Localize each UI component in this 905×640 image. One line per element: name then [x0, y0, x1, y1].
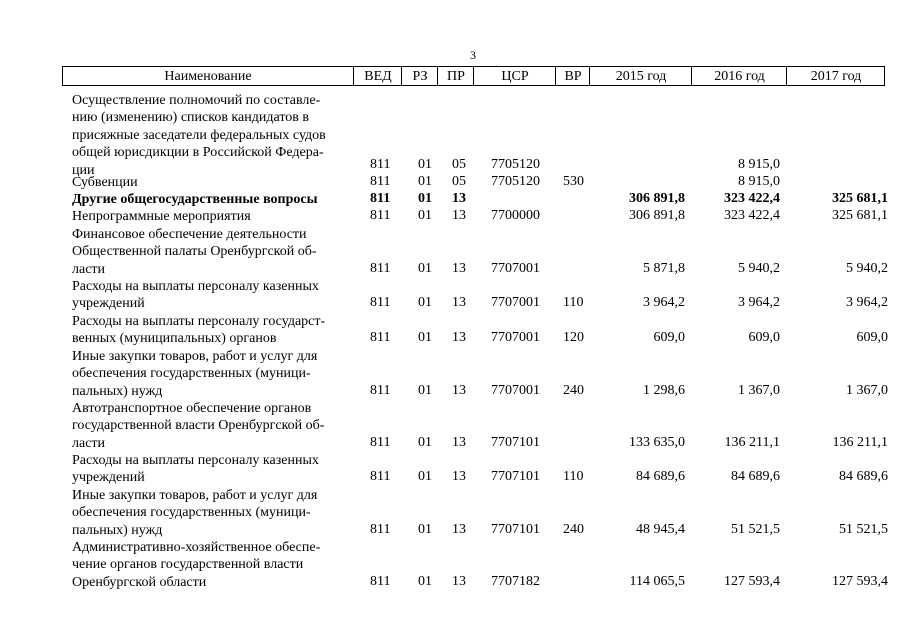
cell-y2017: 136 211,1: [832, 435, 888, 450]
cell-y2016: 1 367,0: [738, 383, 780, 398]
cell-pr: 13: [452, 383, 466, 398]
cell-y2015: 133 635,0: [629, 435, 685, 450]
cell-ved: 811: [370, 522, 391, 537]
cell-rz: 01: [418, 574, 432, 589]
cell-pr: 13: [452, 435, 466, 450]
cell-y2016: 127 593,4: [724, 574, 780, 589]
cell-rz: 01: [418, 174, 432, 189]
cell-pr: 13: [452, 261, 466, 276]
cell-pr: 13: [452, 522, 466, 537]
cell-pr: 13: [452, 208, 466, 223]
cell-y2017: 3 964,2: [846, 295, 888, 310]
cell-vr: 120: [563, 330, 584, 345]
cell-ved: 811: [370, 330, 391, 345]
cell-y2015: 5 871,8: [643, 261, 685, 276]
cell-ved: 811: [370, 191, 391, 206]
header-rz: РЗ: [401, 67, 438, 85]
cell-ved: 811: [370, 174, 391, 189]
row-name: Расходы на выплаты персоналу казенных учреждений: [72, 453, 319, 486]
cell-y2015: 114 065,5: [629, 574, 685, 589]
cell-rz: 01: [418, 191, 432, 206]
row-name: Субвенции: [72, 175, 138, 190]
cell-y2016: 323 422,4: [724, 208, 780, 223]
row-name: Финансовое обеспечение деятельности Общественной палаты Оренбургской об- ласти: [72, 227, 317, 277]
cell-y2017: 325 681,1: [832, 191, 888, 206]
cell-vr: 110: [563, 469, 584, 484]
cell-y2016: 323 422,4: [724, 191, 780, 206]
cell-y2017: 127 593,4: [832, 574, 888, 589]
cell-ved: 811: [370, 157, 391, 172]
cell-y2017: 5 940,2: [846, 261, 888, 276]
row-name: Непрограммные мероприятия: [72, 209, 251, 224]
cell-pr: 13: [452, 295, 466, 310]
header-name: Наименование: [164, 69, 252, 84]
cell-csr: 7707001: [491, 330, 540, 345]
cell-y2016: 5 940,2: [738, 261, 780, 276]
cell-csr: 7705120: [491, 157, 540, 172]
header-pr: ПР: [437, 67, 474, 85]
row-name: Административно-хозяйственное обеспе- чение органов государственной власти Оренбургской области: [72, 540, 321, 590]
cell-y2017: 325 681,1: [832, 208, 888, 223]
cell-rz: 01: [418, 435, 432, 450]
header-2017: 2017 год: [786, 67, 885, 85]
cell-y2015: 1 298,6: [643, 383, 685, 398]
cell-ved: 811: [370, 574, 391, 589]
header-2015: 2015 год: [589, 67, 692, 85]
row-name: Расходы на выплаты персоналу государст- венных (муниципальных) органов: [72, 314, 326, 347]
cell-ved: 811: [370, 383, 391, 398]
cell-rz: 01: [418, 383, 432, 398]
cell-y2016: 8 915,0: [738, 157, 780, 172]
cell-csr: 7700000: [491, 208, 540, 223]
cell-csr: 7707101: [491, 469, 540, 484]
cell-y2016: 51 521,5: [731, 522, 780, 537]
row-name: Осуществление полномочий по составле- нию (изменению) списков кандидатов в присяжные заседатели федеральных судов общей юрисдикции в Российской Федера- ции: [72, 93, 326, 178]
cell-csr: 7707182: [491, 574, 540, 589]
cell-vr: 240: [563, 383, 584, 398]
cell-pr: 13: [452, 574, 466, 589]
cell-y2015: 3 964,2: [643, 295, 685, 310]
cell-rz: 01: [418, 157, 432, 172]
cell-rz: 01: [418, 295, 432, 310]
row-name: Расходы на выплаты персоналу казенных учреждений: [72, 279, 319, 312]
cell-csr: 7707001: [491, 383, 540, 398]
row-name: Автотранспортное обеспечение органов государственной власти Оренбургской об- ласти: [72, 401, 325, 451]
cell-y2015: 306 891,8: [629, 191, 685, 206]
cell-pr: 13: [452, 191, 466, 206]
header-vr: ВР: [555, 67, 590, 85]
cell-pr: 05: [452, 157, 466, 172]
cell-rz: 01: [418, 330, 432, 345]
cell-pr: 13: [452, 330, 466, 345]
table-header: [62, 66, 885, 86]
cell-ved: 811: [370, 435, 391, 450]
cell-y2016: 8 915,0: [738, 174, 780, 189]
page-number: 3: [470, 48, 476, 62]
cell-y2016: 84 689,6: [731, 469, 780, 484]
cell-rz: 01: [418, 469, 432, 484]
cell-rz: 01: [418, 208, 432, 223]
cell-csr: 7707101: [491, 522, 540, 537]
header-2016: 2016 год: [691, 67, 787, 85]
header-ved: ВЕД: [353, 67, 402, 85]
cell-rz: 01: [418, 522, 432, 537]
cell-pr: 05: [452, 174, 466, 189]
cell-csr: 7707101: [491, 435, 540, 450]
cell-ved: 811: [370, 295, 391, 310]
cell-y2015: 48 945,4: [636, 522, 685, 537]
row-name: Иные закупки товаров, работ и услуг для обеспечения государственных (муници- пальных) нужд: [72, 349, 318, 399]
cell-y2017: 609,0: [856, 330, 888, 345]
cell-rz: 01: [418, 261, 432, 276]
cell-vr: 110: [563, 295, 584, 310]
cell-csr: 7707001: [491, 261, 540, 276]
cell-csr: 7707001: [491, 295, 540, 310]
cell-y2017: 1 367,0: [846, 383, 888, 398]
cell-ved: 811: [370, 261, 391, 276]
row-name: Другие общегосударственные вопросы: [72, 192, 318, 207]
cell-y2015: 609,0: [653, 330, 685, 345]
cell-vr: 240: [563, 522, 584, 537]
cell-ved: 811: [370, 469, 391, 484]
cell-ved: 811: [370, 208, 391, 223]
cell-y2015: 84 689,6: [636, 469, 685, 484]
cell-y2017: 51 521,5: [839, 522, 888, 537]
cell-vr: 530: [563, 174, 584, 189]
row-name: Иные закупки товаров, работ и услуг для обеспечения государственных (муници- пальных) нужд: [72, 488, 318, 538]
header-csr: ЦСР: [473, 67, 556, 85]
cell-y2015: 306 891,8: [629, 208, 685, 223]
cell-y2016: 609,0: [748, 330, 780, 345]
cell-csr: 7705120: [491, 174, 540, 189]
cell-y2016: 136 211,1: [724, 435, 780, 450]
cell-y2017: 84 689,6: [839, 469, 888, 484]
cell-y2016: 3 964,2: [738, 295, 780, 310]
cell-pr: 13: [452, 469, 466, 484]
